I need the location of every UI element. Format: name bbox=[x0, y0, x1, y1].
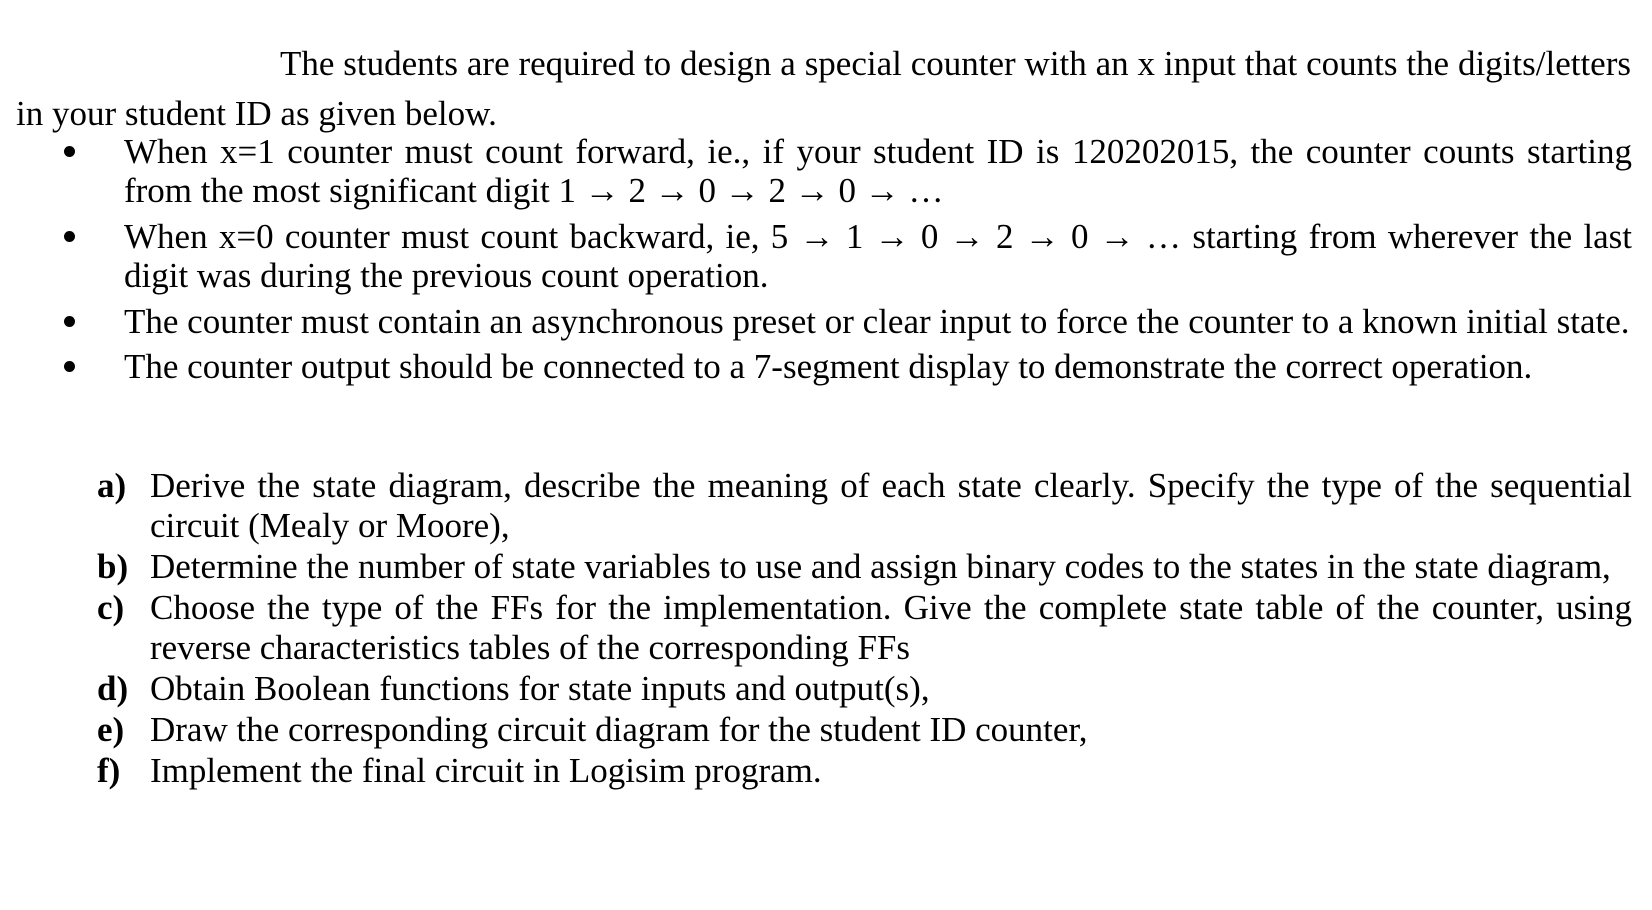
task-label: b) bbox=[97, 547, 129, 586]
bullet-icon bbox=[64, 146, 75, 157]
requirement-text: The counter output should be connected to a 7-segment display to demonstrate the correct operation. bbox=[124, 347, 1533, 386]
requirement-text: The counter must contain an asynchronous preset or clear input to force the counter to a known initial state. bbox=[124, 302, 1630, 341]
tasks-list bbox=[0, 466, 1652, 791]
requirement-async-preset bbox=[0, 302, 1632, 341]
bullet-icon bbox=[64, 316, 75, 327]
task-text: Implement the final circuit in Logisim program. bbox=[150, 751, 822, 790]
bullet-icon bbox=[64, 231, 75, 242]
task-d bbox=[0, 669, 1632, 709]
task-f bbox=[0, 751, 1632, 791]
bullet-icon bbox=[64, 361, 75, 372]
task-text: Obtain Boolean functions for state inputs and output(s), bbox=[150, 669, 930, 708]
task-text: Derive the state diagram, describe the meaning of each state clearly. Specify the type of the sequential circuit (Mealy or Moore), bbox=[150, 466, 1632, 545]
task-label: e) bbox=[97, 710, 125, 749]
requirement-text: When x=1 counter must count forward, ie., if your student ID is 120202015, the counter counts starting from the most significant digit 1 → 2 → 0 → 2 → 0 → … bbox=[124, 132, 1632, 210]
task-label: f) bbox=[97, 751, 121, 790]
task-text: Draw the corresponding circuit diagram for the student ID counter, bbox=[150, 710, 1088, 749]
task-text: Choose the type of the FFs for the implementation. Give the complete state table of the counter, using reverse characteristics tables of the corresponding FFs bbox=[150, 588, 1632, 667]
task-label: a) bbox=[97, 466, 127, 505]
task-label: c) bbox=[97, 588, 125, 627]
task-text: Determine the number of state variables to use and assign binary codes to the states in the state diagram, bbox=[150, 547, 1611, 586]
requirement-text: When x=0 counter must count backward, ie, 5 → 1 → 0 → 2 → 0 → … starting from wherever the last digit was during the previous count operation. bbox=[124, 217, 1632, 295]
task-c bbox=[0, 588, 1632, 668]
intro-paragraph: The students are required to design a special counter with an x input that counts the digits/letters in your student ID as given below. bbox=[16, 44, 1631, 133]
requirement-count-forward bbox=[0, 132, 1632, 210]
task-e bbox=[0, 710, 1632, 750]
task-b bbox=[0, 547, 1632, 587]
requirement-7-segment bbox=[0, 347, 1632, 386]
task-a bbox=[0, 466, 1632, 546]
requirements-list bbox=[0, 132, 1652, 386]
requirement-count-backward bbox=[0, 217, 1632, 295]
task-label: d) bbox=[97, 669, 129, 708]
